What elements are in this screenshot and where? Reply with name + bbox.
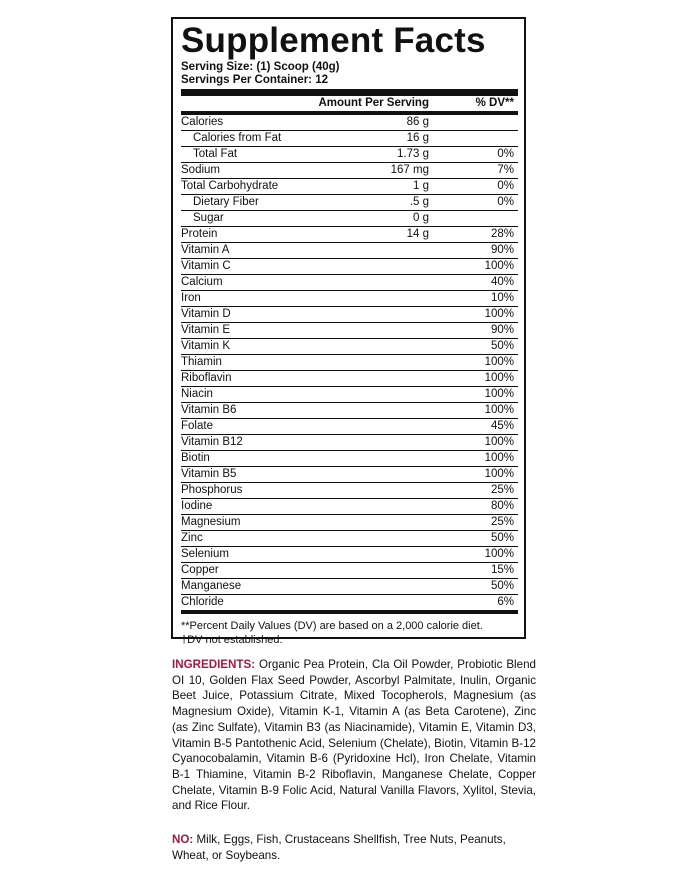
nutrient-row (181, 211, 518, 227)
nutrient-name: Riboflavin (181, 372, 232, 384)
nutrient-row (181, 115, 518, 131)
nutrient-row (181, 531, 518, 547)
nutrient-row (181, 259, 518, 275)
nutrient-name: Vitamin B6 (181, 404, 237, 416)
nutrient-amount (371, 339, 429, 354)
nutrient-name: Dietary Fiber (193, 196, 259, 208)
nutrient-amount (371, 259, 429, 274)
nutrient-amount (371, 483, 429, 498)
nutrient-name: Thiamin (181, 356, 222, 368)
nutrient-dv: 28% (490, 228, 514, 240)
nutrient-row (181, 339, 518, 355)
nutrient-dv: 50% (490, 532, 514, 544)
nutrient-amount (371, 515, 429, 530)
nutrient-amount (371, 387, 429, 402)
nutrient-row (181, 147, 518, 163)
nutrient-row (181, 579, 518, 595)
nutrient-row (181, 435, 518, 451)
nutrient-dv: 100% (484, 356, 514, 368)
allergens-text: Milk, Eggs, Fish, Crustaceans Shellfish, Tree Nuts, Peanuts, Wheat, or Soybeans. (172, 833, 506, 862)
nutrient-name: Calories (181, 116, 224, 128)
nutrient-dv: 15% (490, 564, 514, 576)
nutrient-amount: 1 g (413, 180, 429, 192)
nutrient-amount (371, 419, 429, 434)
footnote-dv: **Percent Daily Values (DV) are based on a 2,000 calorie diet. (181, 620, 483, 632)
nutrient-name: Folate (181, 420, 213, 432)
nutrient-amount (371, 371, 429, 386)
nutrient-row (181, 563, 518, 579)
nutrient-name: Chloride (181, 596, 224, 608)
nutrient-row (181, 163, 518, 179)
nutrient-amount (371, 307, 429, 322)
nutrient-dv: 90% (490, 244, 514, 256)
nutrient-row (181, 355, 518, 371)
nutrient-row (181, 467, 518, 483)
nutrient-dv (429, 211, 518, 226)
nutrient-dv: 7% (497, 164, 514, 176)
nutrient-row (181, 323, 518, 339)
column-header (181, 96, 518, 111)
serving-size: Serving Size: (1) Scoop (40g) (181, 61, 340, 73)
nutrient-name: Niacin (181, 388, 213, 400)
supplement-facts-panel (171, 17, 526, 646)
nutrient-row (181, 419, 518, 435)
nutrient-name: Vitamin B5 (181, 468, 237, 480)
nutrient-dv: 100% (484, 436, 514, 448)
nutrient-dv: 100% (484, 452, 514, 464)
nutrient-amount (371, 563, 429, 578)
nutrient-name: Manganese (181, 580, 242, 592)
nutrient-dv: 10% (490, 292, 514, 304)
allergens-label: NO: (172, 833, 194, 846)
nutrient-dv: 50% (490, 340, 514, 352)
nutrient-name: Vitamin A (181, 244, 230, 256)
ingredients-text: Organic Pea Protein, Cla Oil Powder, Probiotic Blend OI 10, Golden Flax Seed Powder, Ascorbyl Palmitate, Inulin, Organic Beet Juice, Potassium Citrate, Mixed Tocopherols, Magnesium (as Magnesium Oxide), Vitamin K-1, Vitamin A (as Beta Carotene), Zinc (as Zinc Sulfate), Vitamin B3 (as Niacinamide), Vitamin E, Vitamin D3, Vitamin B-5 Pantothenic Acid, Selenium (Chelate), Biotin, Vitamin B-12 Cyanocobalamin, Vitamin B-6 (Pyridoxine Hcl), Iron Chelate, Vitamin B-1 Thiamine, Vitamin B-2 Riboflavin, Manganese Chelate, Copper Chelate, Vitamin B-9 Folic Acid, Natural Vanilla Flavors, Xylitol, Stevia, and Rice Flour. (172, 658, 536, 813)
nutrient-name: Iodine (181, 500, 213, 512)
footnote-dagger: †DV not established. (181, 634, 283, 646)
nutrient-row (181, 387, 518, 403)
nutrient-dv: 25% (490, 516, 514, 528)
nutrient-row (181, 179, 518, 195)
nutrient-amount: 16 g (406, 132, 429, 144)
nutrient-amount: 14 g (406, 228, 429, 240)
panel-title: Supplement Facts (181, 21, 486, 60)
nutrient-dv: 45% (490, 420, 514, 432)
nutrient-amount: .5 g (409, 196, 429, 208)
nutrient-dv: 0% (497, 148, 514, 160)
nutrient-row (181, 195, 518, 211)
nutrient-amount (371, 323, 429, 338)
nutrient-amount (371, 275, 429, 290)
nutrient-dv: 25% (490, 484, 514, 496)
nutrient-amount (371, 243, 429, 258)
nutrient-dv: 0% (497, 196, 514, 208)
nutrient-amount (371, 547, 429, 562)
nutrient-amount: 0 g (413, 212, 429, 224)
ingredients-label: INGREDIENTS: (172, 658, 256, 671)
nutrient-dv: 50% (490, 580, 514, 592)
nutrient-dv: 100% (484, 388, 514, 400)
nutrient-row (181, 483, 518, 499)
dv-header: % DV** (475, 97, 514, 109)
nutrient-dv: 90% (490, 324, 514, 336)
nutrient-name: Calcium (181, 276, 223, 288)
nutrient-dv: 100% (484, 260, 514, 272)
nutrient-amount (371, 435, 429, 450)
nutrient-name: Vitamin E (181, 324, 231, 336)
nutrient-name: Biotin (181, 452, 210, 464)
nutrient-dv: 100% (484, 548, 514, 560)
nutrient-dv: 100% (484, 372, 514, 384)
nutrient-row (181, 403, 518, 419)
nutrient-row (181, 547, 518, 563)
nutrient-name: Magnesium (181, 516, 241, 528)
nutrient-amount (371, 595, 429, 610)
nutrient-name: Vitamin K (181, 340, 231, 352)
nutrient-name: Sodium (181, 164, 220, 176)
nutrient-row (181, 515, 518, 531)
bottom-divider (181, 610, 518, 614)
nutrient-dv (429, 131, 518, 146)
nutrient-amount (371, 467, 429, 482)
nutrient-row (181, 451, 518, 467)
nutrient-dv: 40% (490, 276, 514, 288)
nutrient-name: Calories from Fat (193, 132, 282, 144)
nutrient-name: Sugar (193, 212, 224, 224)
nutrient-name: Phosphorus (181, 484, 243, 496)
thick-divider (181, 89, 518, 96)
nutrient-name: Iron (181, 292, 201, 304)
nutrient-amount: 167 mg (390, 164, 429, 176)
nutrient-dv: 100% (484, 468, 514, 480)
nutrient-amount (371, 355, 429, 370)
nutrient-amount (371, 451, 429, 466)
nutrient-name: Selenium (181, 548, 229, 560)
amount-header: Amount Per Serving (318, 97, 429, 109)
nutrient-amount (371, 579, 429, 594)
nutrient-row (181, 291, 518, 307)
nutrient-name: Copper (181, 564, 219, 576)
servings-per-container: Servings Per Container: 12 (181, 73, 328, 86)
nutrient-amount: 86 g (406, 116, 429, 128)
nutrient-dv: 100% (484, 308, 514, 320)
nutrient-name: Total Carbohydrate (181, 180, 279, 192)
nutrient-row (181, 371, 518, 387)
nutrient-dv: 0% (497, 180, 514, 192)
nutrient-amount: 1.73 g (397, 148, 429, 160)
nutrient-table (181, 115, 518, 610)
nutrient-name: Vitamin B12 (181, 436, 243, 448)
nutrient-dv: 80% (490, 500, 514, 512)
allergens-block (172, 832, 536, 863)
nutrient-row (181, 307, 518, 323)
nutrient-amount (371, 291, 429, 306)
nutrient-name: Protein (181, 228, 218, 240)
nutrient-name: Vitamin C (181, 260, 231, 272)
nutrient-row (181, 227, 518, 243)
nutrient-dv: 6% (497, 596, 514, 608)
nutrient-amount (371, 403, 429, 418)
nutrient-row (181, 275, 518, 291)
nutrient-row (181, 131, 518, 147)
nutrient-row (181, 595, 518, 610)
ingredients-block (172, 657, 536, 814)
nutrient-name: Zinc (181, 532, 203, 544)
footnotes (181, 619, 518, 647)
nutrient-amount (371, 531, 429, 546)
nutrient-row (181, 499, 518, 515)
nutrient-dv: 100% (484, 404, 514, 416)
nutrient-row (181, 243, 518, 259)
nutrient-dv (429, 115, 518, 130)
nutrient-name: Vitamin D (181, 308, 231, 320)
nutrient-amount (371, 499, 429, 514)
nutrient-name: Total Fat (193, 148, 238, 160)
